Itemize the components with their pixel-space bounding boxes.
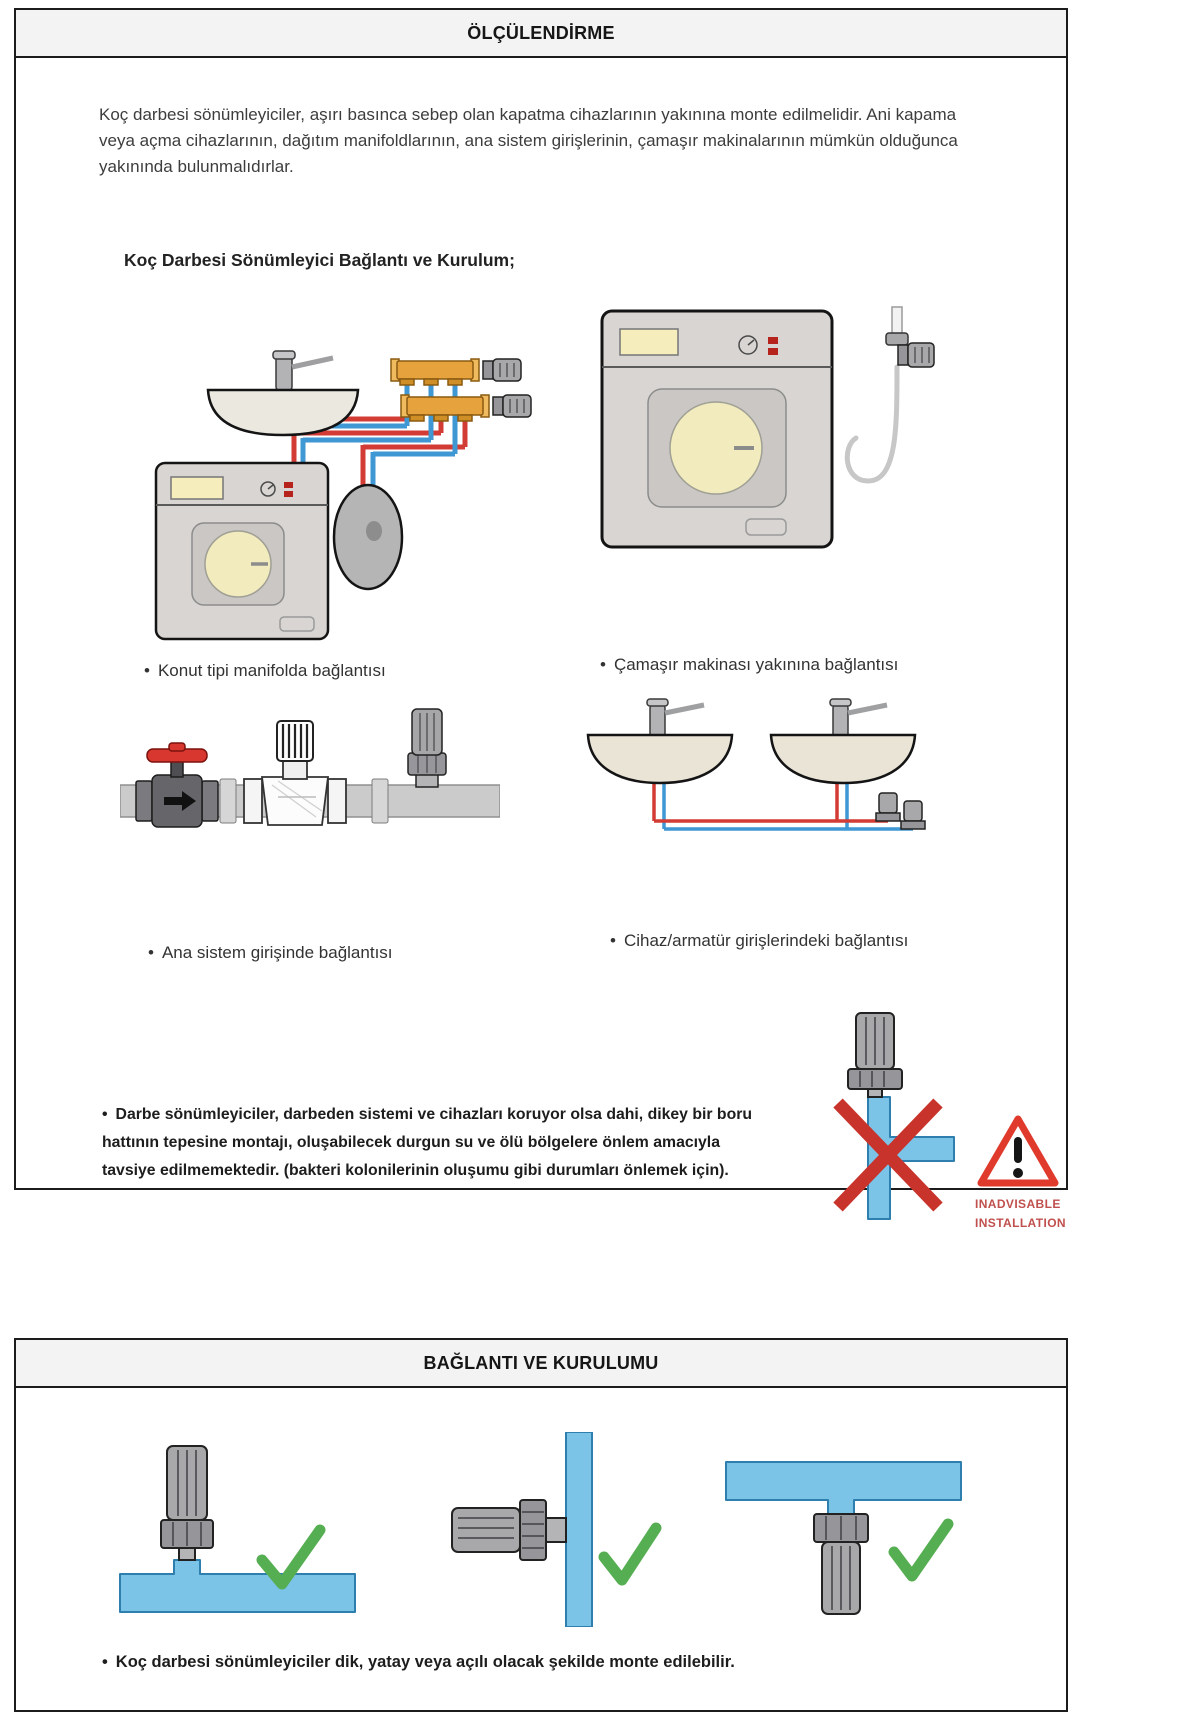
manifold-connection-cell — [128, 305, 578, 681]
sink-right — [771, 699, 915, 783]
intro-paragraph: Koç darbesi sönümleyiciler, aşırı basınca sebep olan kapatma cihazlarının yakınına monte edilmelidir. Ani kapama veya açma cihazlarının, dağıtım manifoldlarının, ana sistem girişlerinin, çamaşır makinalarının mümkün olduğunca yakınında bulunmalıdırlar. — [99, 105, 958, 176]
manifold-connection-illustration — [128, 305, 578, 645]
inadvisable-installation-block — [822, 1009, 1066, 1233]
main-system-illustration — [120, 693, 500, 863]
warning-paragraph: • Darbe sönümleyiciler, darbeden sistemi ve cihazları koruyor olsa dahi, dikey bir boru hattının tepesine montajı, oluşabilecek durgun su ve ölü bölgelere önlem amacıyla tavsiye edilmemektedir. (bakteri kolonilerinin oluşumu gibi durumları önlemek için). — [102, 1105, 753, 1179]
check-icon — [894, 1524, 948, 1576]
check-icon — [604, 1528, 656, 1580]
arrestor-on-pipe — [408, 709, 446, 787]
warning-triangle-icon — [975, 1113, 1061, 1189]
installation-note: • Koç darbesi sönümleyiciler dik, yatay veya açılı olacak şekilde monte edilebilir. — [102, 1653, 735, 1671]
section2-header — [16, 1340, 1066, 1388]
section-olculendirme — [14, 8, 1068, 1230]
caption-fixture: • Cihaz/armatür girişlerindeki bağlantısı — [610, 931, 909, 950]
fixture-connection-illustration — [576, 693, 956, 855]
section1-title: ÖLÇÜLENDİRME — [467, 22, 615, 43]
inadvisable-label: INADVISABLE INSTALLATION — [974, 1197, 1066, 1230]
mount-horizontal-illustration — [414, 1432, 674, 1627]
manifold-lower — [401, 395, 489, 421]
warning-row — [16, 1009, 1066, 1233]
fixture-cell — [576, 693, 956, 963]
wall-valve-arrestor — [886, 307, 934, 367]
tank — [334, 485, 402, 589]
arrestor-lower — [493, 395, 531, 417]
section-baglanti — [14, 1338, 1068, 1712]
pressure-reducer — [244, 721, 346, 825]
inadvisable-installation-illustration — [822, 1009, 957, 1224]
section1-header — [16, 10, 1066, 58]
caption-washer: • Çamaşır makinası yakınına bağlantısı — [600, 655, 899, 674]
section2-title: BAĞLANTI VE KURULUMU — [423, 1352, 659, 1373]
mount-inverted-illustration — [716, 1432, 976, 1627]
illustration-row-2 — [16, 693, 1066, 963]
washer-large — [602, 311, 832, 547]
caption-main-system: • Ana sistem girişinde bağlantısı — [148, 943, 393, 962]
inadvisable-warning — [975, 1113, 1066, 1233]
main-system-cell — [120, 693, 500, 963]
subheading: Koç Darbesi Sönümleyici Bağlantı ve Kurulum; — [124, 250, 515, 270]
illustration-row-1 — [16, 305, 1066, 681]
caption-manifold: • Konut tipi manifolda bağlantısı — [144, 661, 386, 680]
arrestor-vertical — [848, 1013, 902, 1097]
manifold-upper — [391, 359, 479, 385]
sink-left — [588, 699, 732, 783]
mount-vertical-illustration — [112, 1432, 372, 1627]
mini-arrestors — [876, 793, 925, 829]
ball-valve — [136, 743, 218, 827]
washer-small — [156, 463, 328, 639]
washer-cell — [596, 305, 941, 681]
sink — [208, 351, 358, 435]
arrestor-upper — [483, 359, 521, 381]
mount-orientations-row — [112, 1432, 976, 1627]
washing-machine-illustration — [596, 305, 941, 597]
